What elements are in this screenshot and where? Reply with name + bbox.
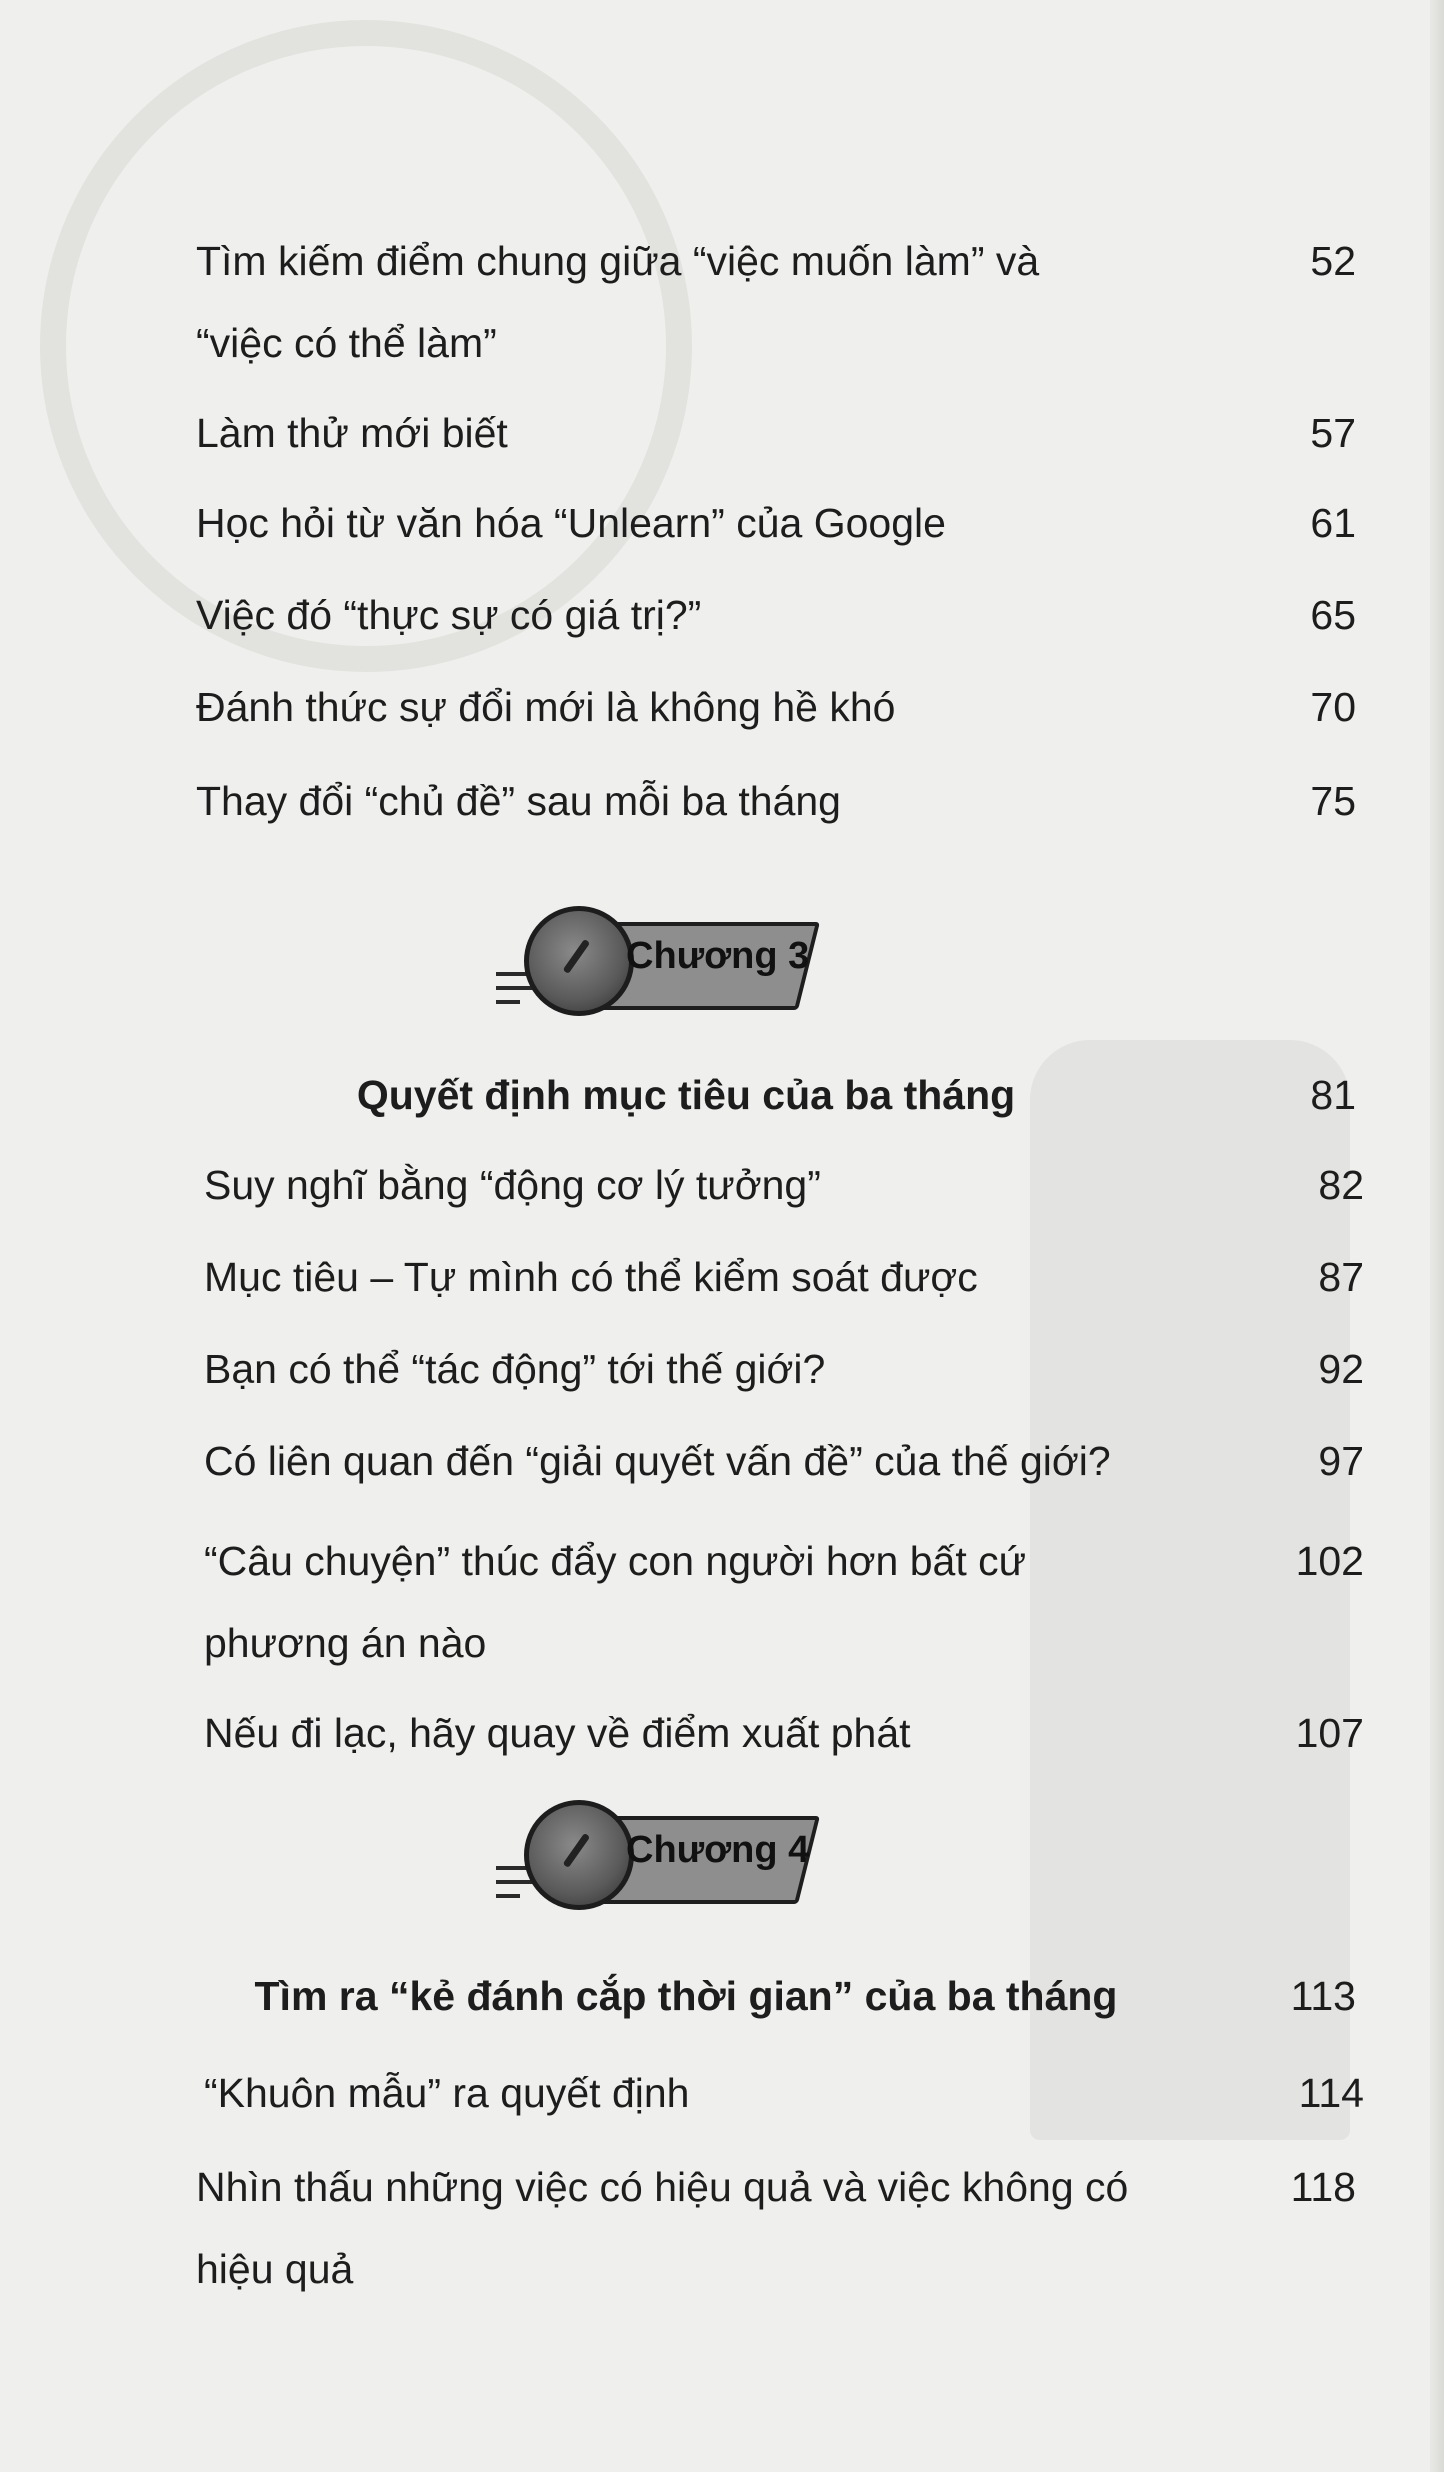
toc-entry <box>204 1236 1364 1318</box>
toc-entry-page: 75 <box>1310 778 1356 824</box>
toc-entry-title: Nếu đi lạc, hãy quay về điểm xuất phát <box>204 1710 911 1756</box>
chapter-3-badge <box>496 902 836 1022</box>
toc-entry <box>196 760 1356 842</box>
toc-entry-page: 65 <box>1310 592 1356 638</box>
toc-entry-title: Có liên quan đến “giải quyết vấn đề” của thế giới? <box>204 1438 1111 1484</box>
toc-entry-page: 70 <box>1310 684 1356 730</box>
chapter-4-badge <box>496 1796 836 1916</box>
toc-entry-page: 61 <box>1310 500 1356 546</box>
toc-entry-title: “Câu chuyện” thúc đẩy con người hơn bất cứ phương án nào <box>204 1538 1027 1666</box>
chapter-4-heading <box>196 1955 1356 2037</box>
toc-entry-title: Học hỏi từ văn hóa “Unlearn” của Google <box>196 500 946 546</box>
toc-entry <box>196 666 1356 748</box>
toc-entry-page: 57 <box>1310 410 1356 456</box>
toc-entry-title: Làm thử mới biết <box>196 410 508 456</box>
toc-entry <box>196 482 1356 564</box>
toc-entry-page: 118 <box>1290 2164 1356 2210</box>
toc-entry-title: Đánh thức sự đổi mới là không hề khó <box>196 684 896 730</box>
toc-entry <box>196 574 1356 656</box>
stopwatch-icon <box>524 1800 634 1910</box>
toc-entry-title: Tìm ra “kẻ đánh cắp thời gian” của ba tháng <box>254 1973 1118 2019</box>
page-edge <box>1430 0 1444 2472</box>
toc-entry <box>196 392 1356 474</box>
toc-entry-title: Nhìn thấu những việc có hiệu quả và việc không có hiệu quả <box>196 2164 1129 2292</box>
toc-entry <box>204 1328 1364 1410</box>
toc-entry <box>204 1692 1364 1774</box>
toc-entry-page: 87 <box>1318 1254 1364 1300</box>
toc-entry-page: 82 <box>1318 1162 1364 1208</box>
toc-entry-page: 92 <box>1318 1346 1364 1392</box>
toc-entry <box>196 220 1356 384</box>
toc-entry <box>204 1520 1364 1684</box>
toc-entry-title: Suy nghĩ bằng “động cơ lý tưởng” <box>204 1162 821 1208</box>
toc-entry-title: “Khuôn mẫu” ra quyết định <box>204 2070 690 2116</box>
toc-entry-page: 113 <box>1290 1973 1356 2019</box>
chapter-3-heading <box>196 1054 1356 1136</box>
toc-entry <box>204 1144 1364 1226</box>
toc-entry-title: Bạn có thể “tác động” tới thế giới? <box>204 1346 826 1392</box>
chapter-label: Chương 4 <box>626 1829 810 1871</box>
toc-entry-page: 52 <box>1310 238 1356 284</box>
toc-entry <box>204 2052 1364 2134</box>
toc-entry-title: Mục tiêu – Tự mình có thể kiểm soát được <box>204 1254 978 1300</box>
toc-entry <box>196 2146 1356 2310</box>
toc-entry-title: Thay đổi “chủ đề” sau mỗi ba tháng <box>196 778 841 824</box>
toc-entry-page: 114 <box>1298 2070 1364 2116</box>
toc-entry-page: 81 <box>1310 1072 1356 1118</box>
toc-entry <box>204 1420 1364 1502</box>
toc-entry-title: Việc đó “thực sự có giá trị?” <box>196 592 702 638</box>
toc-entry-page: 107 <box>1295 1710 1364 1756</box>
stopwatch-icon <box>524 906 634 1016</box>
toc-entry-page: 102 <box>1295 1538 1364 1584</box>
toc-entry-page: 97 <box>1318 1438 1364 1484</box>
chapter-label: Chương 3 <box>626 935 810 977</box>
toc-entry-title: Quyết định mục tiêu của ba tháng <box>356 1072 1016 1118</box>
toc-entry-title: Tìm kiếm điểm chung giữa “việc muốn làm” và “việc có thể làm” <box>196 238 1040 366</box>
